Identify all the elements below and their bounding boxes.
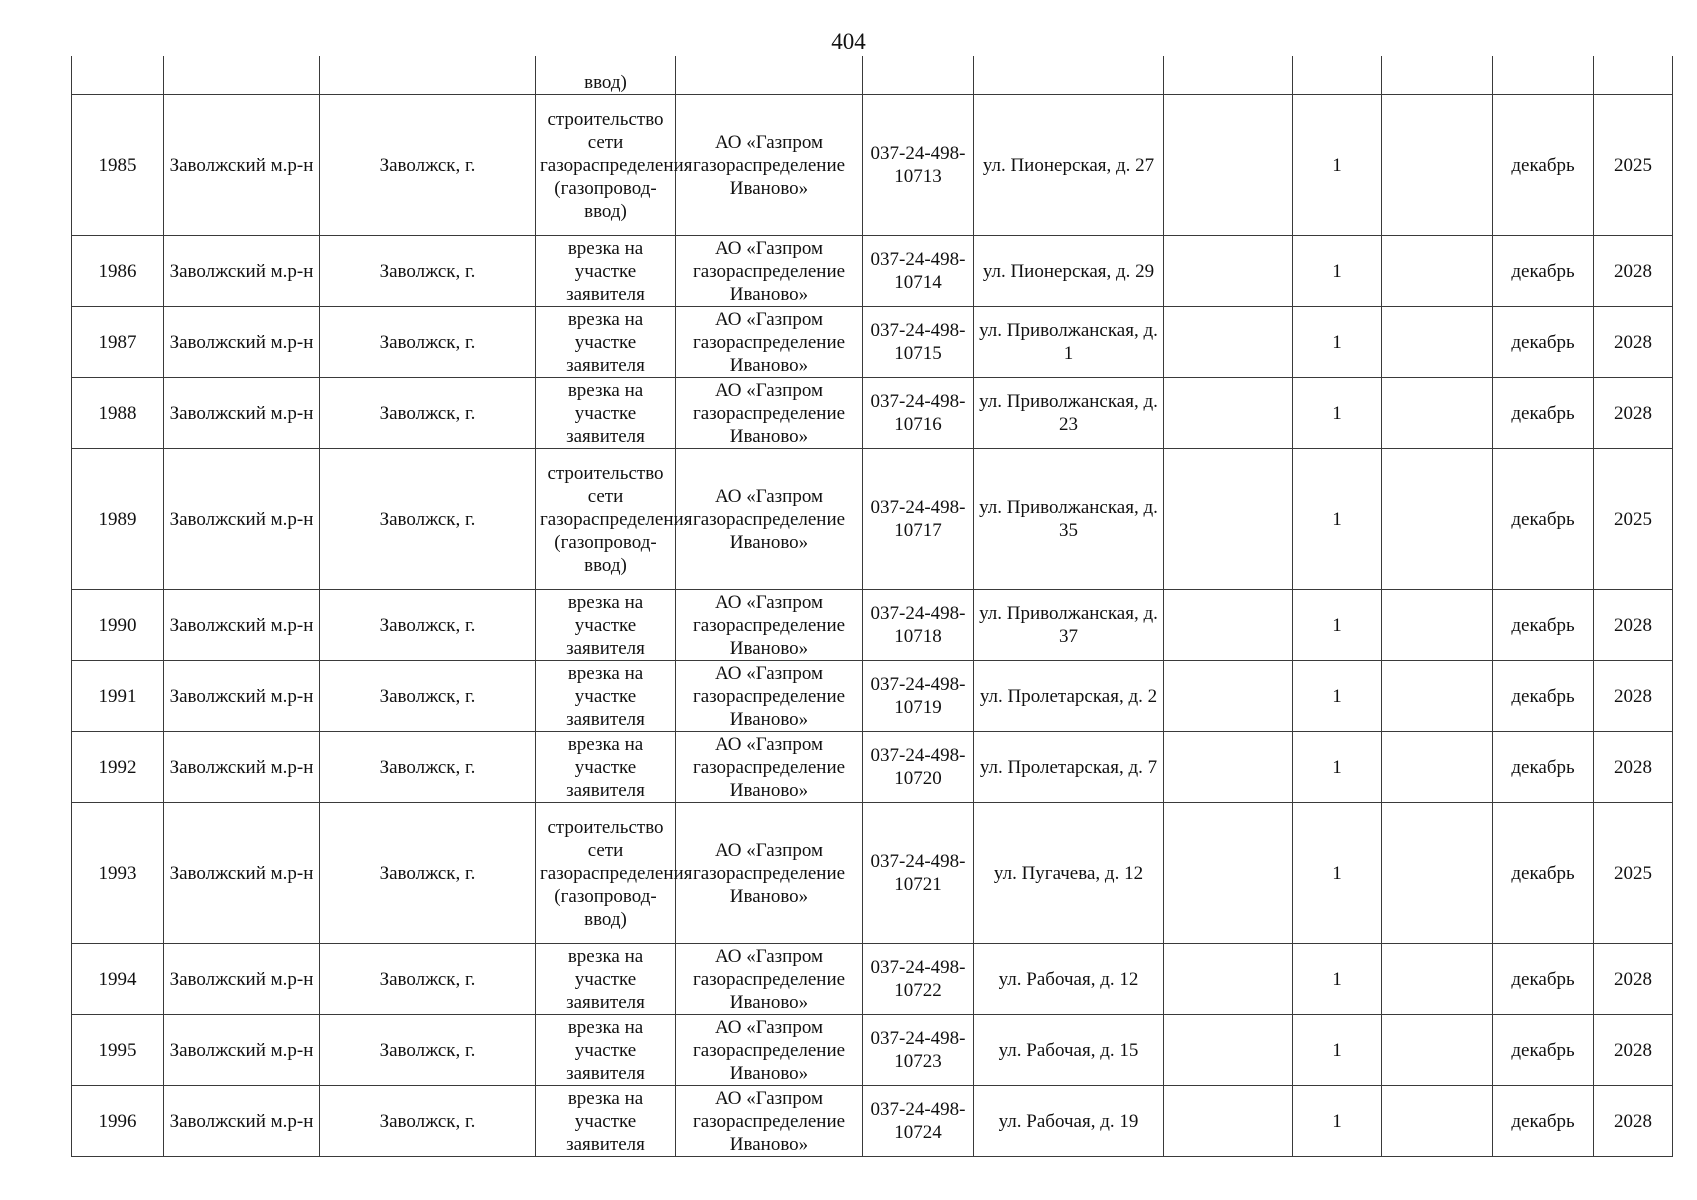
cell-organization: АО «Газпром газораспределение Иваново» (676, 449, 863, 590)
cell-month: декабрь (1493, 449, 1594, 590)
cell-city: Заволжск, г. (320, 378, 536, 449)
cell-empty (1164, 95, 1293, 236)
cell-code: 037-24-498-10724 (863, 1086, 974, 1157)
cell-empty (1382, 1015, 1493, 1086)
cell-empty (1164, 803, 1293, 944)
cell-quantity: 1 (1293, 378, 1382, 449)
cell-city: Заволжск, г. (320, 236, 536, 307)
cell-address: ул. Пролетарская, д. 2 (974, 661, 1164, 732)
cell-month: декабрь (1493, 803, 1594, 944)
cell-organization: АО «Газпром газораспределение Иваново» (676, 95, 863, 236)
cell-number: 1989 (72, 449, 164, 590)
cell-quantity: 1 (1293, 732, 1382, 803)
cell-empty (1164, 732, 1293, 803)
continuation-row (72, 56, 1673, 95)
cell-number: 1990 (72, 590, 164, 661)
cell-quantity: 1 (1293, 803, 1382, 944)
cell-organization: АО «Газпром газораспределение Иваново» (676, 732, 863, 803)
table-row (72, 307, 1673, 378)
cell-district: Заволжский м.р-н (164, 95, 320, 236)
cell-organization: АО «Газпром газораспределение Иваново» (676, 378, 863, 449)
cell-code: 037-24-498-10714 (863, 236, 974, 307)
cell-work-type: врезка на участке заявителя (536, 378, 676, 449)
cell-number: 1988 (72, 378, 164, 449)
cell-empty (320, 56, 536, 95)
table-body (72, 56, 1673, 1157)
cell-year: 2028 (1594, 944, 1673, 1015)
cell-quantity: 1 (1293, 95, 1382, 236)
cell-address: ул. Пионерская, д. 27 (974, 95, 1164, 236)
cell-code: 037-24-498-10718 (863, 590, 974, 661)
cell-empty (1164, 1086, 1293, 1157)
cell-city: Заволжск, г. (320, 1086, 536, 1157)
cell-empty (1382, 236, 1493, 307)
cell-work-type: врезка на участке заявителя (536, 661, 676, 732)
cell-district: Заволжский м.р-н (164, 803, 320, 944)
cell-year: 2028 (1594, 307, 1673, 378)
cell-number: 1985 (72, 95, 164, 236)
cell-code: 037-24-498-10723 (863, 1015, 974, 1086)
cell-month: декабрь (1493, 95, 1594, 236)
cell-organization: АО «Газпром газораспределение Иваново» (676, 944, 863, 1015)
cell-work-type: врезка на участке заявителя (536, 236, 676, 307)
cell-empty (1382, 56, 1493, 95)
gasification-table (71, 56, 1673, 1157)
cell-work-type: строительство сети газораспределения (газопровод-ввод) (536, 95, 676, 236)
table-row (72, 449, 1673, 590)
cell-organization: АО «Газпром газораспределение Иваново» (676, 590, 863, 661)
cell-work-continuation: ввод) (536, 56, 676, 95)
cell-empty (863, 56, 974, 95)
cell-empty (1164, 307, 1293, 378)
cell-district: Заволжский м.р-н (164, 236, 320, 307)
cell-month: декабрь (1493, 378, 1594, 449)
cell-number: 1992 (72, 732, 164, 803)
table-row (72, 1086, 1673, 1157)
cell-empty (1382, 590, 1493, 661)
cell-district: Заволжский м.р-н (164, 661, 320, 732)
cell-empty (1382, 732, 1493, 803)
cell-code: 037-24-498-10713 (863, 95, 974, 236)
table-row (72, 95, 1673, 236)
cell-organization: АО «Газпром газораспределение Иваново» (676, 661, 863, 732)
cell-district: Заволжский м.р-н (164, 590, 320, 661)
cell-address: ул. Рабочая, д. 15 (974, 1015, 1164, 1086)
cell-empty (1164, 56, 1293, 95)
cell-year: 2028 (1594, 1086, 1673, 1157)
cell-organization: АО «Газпром газораспределение Иваново» (676, 803, 863, 944)
cell-city: Заволжск, г. (320, 449, 536, 590)
cell-city: Заволжск, г. (320, 944, 536, 1015)
cell-number: 1991 (72, 661, 164, 732)
cell-month: декабрь (1493, 732, 1594, 803)
cell-district: Заволжский м.р-н (164, 307, 320, 378)
cell-empty (1164, 449, 1293, 590)
cell-quantity: 1 (1293, 944, 1382, 1015)
cell-empty (1594, 56, 1673, 95)
cell-organization: АО «Газпром газораспределение Иваново» (676, 1086, 863, 1157)
cell-quantity: 1 (1293, 661, 1382, 732)
cell-code: 037-24-498-10719 (863, 661, 974, 732)
cell-district: Заволжский м.р-н (164, 378, 320, 449)
cell-year: 2028 (1594, 236, 1673, 307)
cell-code: 037-24-498-10716 (863, 378, 974, 449)
cell-code: 037-24-498-10721 (863, 803, 974, 944)
cell-empty (1382, 803, 1493, 944)
cell-empty (164, 56, 320, 95)
cell-address: ул. Приволжанская, д. 35 (974, 449, 1164, 590)
cell-year: 2025 (1594, 449, 1673, 590)
cell-quantity: 1 (1293, 307, 1382, 378)
cell-work-type: врезка на участке заявителя (536, 307, 676, 378)
cell-city: Заволжск, г. (320, 307, 536, 378)
cell-quantity: 1 (1293, 1015, 1382, 1086)
table-row (72, 732, 1673, 803)
table-row (72, 1015, 1673, 1086)
table-row (72, 944, 1673, 1015)
cell-address: ул. Приволжанская, д. 37 (974, 590, 1164, 661)
cell-empty (1382, 661, 1493, 732)
cell-month: декабрь (1493, 236, 1594, 307)
cell-quantity: 1 (1293, 1086, 1382, 1157)
cell-empty (1293, 56, 1382, 95)
cell-work-type: строительство сети газораспределения (газопровод-ввод) (536, 449, 676, 590)
cell-month: декабрь (1493, 1086, 1594, 1157)
cell-work-type: врезка на участке заявителя (536, 944, 676, 1015)
cell-empty (1164, 944, 1293, 1015)
cell-city: Заволжск, г. (320, 661, 536, 732)
cell-organization: АО «Газпром газораспределение Иваново» (676, 236, 863, 307)
cell-empty (974, 56, 1164, 95)
cell-work-type: строительство сети газораспределения (газопровод-ввод) (536, 803, 676, 944)
cell-city: Заволжск, г. (320, 1015, 536, 1086)
cell-address: ул. Рабочая, д. 19 (974, 1086, 1164, 1157)
cell-quantity: 1 (1293, 590, 1382, 661)
cell-district: Заволжский м.р-н (164, 449, 320, 590)
cell-district: Заволжский м.р-н (164, 1015, 320, 1086)
cell-address: ул. Приволжанская, д. 23 (974, 378, 1164, 449)
cell-city: Заволжск, г. (320, 803, 536, 944)
table-row (72, 803, 1673, 944)
cell-month: декабрь (1493, 661, 1594, 732)
cell-year: 2025 (1594, 95, 1673, 236)
cell-address: ул. Рабочая, д. 12 (974, 944, 1164, 1015)
cell-month: декабрь (1493, 590, 1594, 661)
cell-empty (72, 56, 164, 95)
cell-empty (1382, 378, 1493, 449)
page-number: 404 (831, 29, 866, 54)
cell-organization: АО «Газпром газораспределение Иваново» (676, 307, 863, 378)
cell-empty (1164, 590, 1293, 661)
cell-year: 2028 (1594, 661, 1673, 732)
cell-year: 2028 (1594, 1015, 1673, 1086)
cell-city: Заволжск, г. (320, 732, 536, 803)
cell-empty (1382, 944, 1493, 1015)
table-row (72, 661, 1673, 732)
cell-city: Заволжск, г. (320, 95, 536, 236)
cell-year: 2028 (1594, 732, 1673, 803)
cell-empty (676, 56, 863, 95)
cell-empty (1493, 56, 1594, 95)
cell-year: 2028 (1594, 590, 1673, 661)
cell-code: 037-24-498-10722 (863, 944, 974, 1015)
cell-empty (1164, 378, 1293, 449)
cell-year: 2025 (1594, 803, 1673, 944)
cell-code: 037-24-498-10715 (863, 307, 974, 378)
cell-quantity: 1 (1293, 449, 1382, 590)
cell-district: Заволжский м.р-н (164, 1086, 320, 1157)
cell-district: Заволжский м.р-н (164, 732, 320, 803)
cell-empty (1164, 661, 1293, 732)
cell-empty (1164, 236, 1293, 307)
cell-number: 1994 (72, 944, 164, 1015)
cell-month: декабрь (1493, 1015, 1594, 1086)
cell-number: 1996 (72, 1086, 164, 1157)
table-row (72, 378, 1673, 449)
cell-address: ул. Пролетарская, д. 7 (974, 732, 1164, 803)
cell-work-type: врезка на участке заявителя (536, 590, 676, 661)
cell-empty (1164, 1015, 1293, 1086)
cell-number: 1986 (72, 236, 164, 307)
cell-month: декабрь (1493, 944, 1594, 1015)
cell-address: ул. Пионерская, д. 29 (974, 236, 1164, 307)
cell-empty (1382, 95, 1493, 236)
cell-month: декабрь (1493, 307, 1594, 378)
table-row (72, 590, 1673, 661)
cell-code: 037-24-498-10717 (863, 449, 974, 590)
cell-number: 1987 (72, 307, 164, 378)
cell-empty (1382, 307, 1493, 378)
table-row (72, 236, 1673, 307)
cell-work-type: врезка на участке заявителя (536, 1015, 676, 1086)
cell-district: Заволжский м.р-н (164, 944, 320, 1015)
cell-quantity: 1 (1293, 236, 1382, 307)
cell-work-type: врезка на участке заявителя (536, 732, 676, 803)
cell-number: 1995 (72, 1015, 164, 1086)
cell-empty (1382, 449, 1493, 590)
cell-empty (1382, 1086, 1493, 1157)
cell-address: ул. Приволжанская, д. 1 (974, 307, 1164, 378)
cell-year: 2028 (1594, 378, 1673, 449)
cell-address: ул. Пугачева, д. 12 (974, 803, 1164, 944)
cell-number: 1993 (72, 803, 164, 944)
cell-code: 037-24-498-10720 (863, 732, 974, 803)
cell-city: Заволжск, г. (320, 590, 536, 661)
cell-organization: АО «Газпром газораспределение Иваново» (676, 1015, 863, 1086)
cell-work-type: врезка на участке заявителя (536, 1086, 676, 1157)
